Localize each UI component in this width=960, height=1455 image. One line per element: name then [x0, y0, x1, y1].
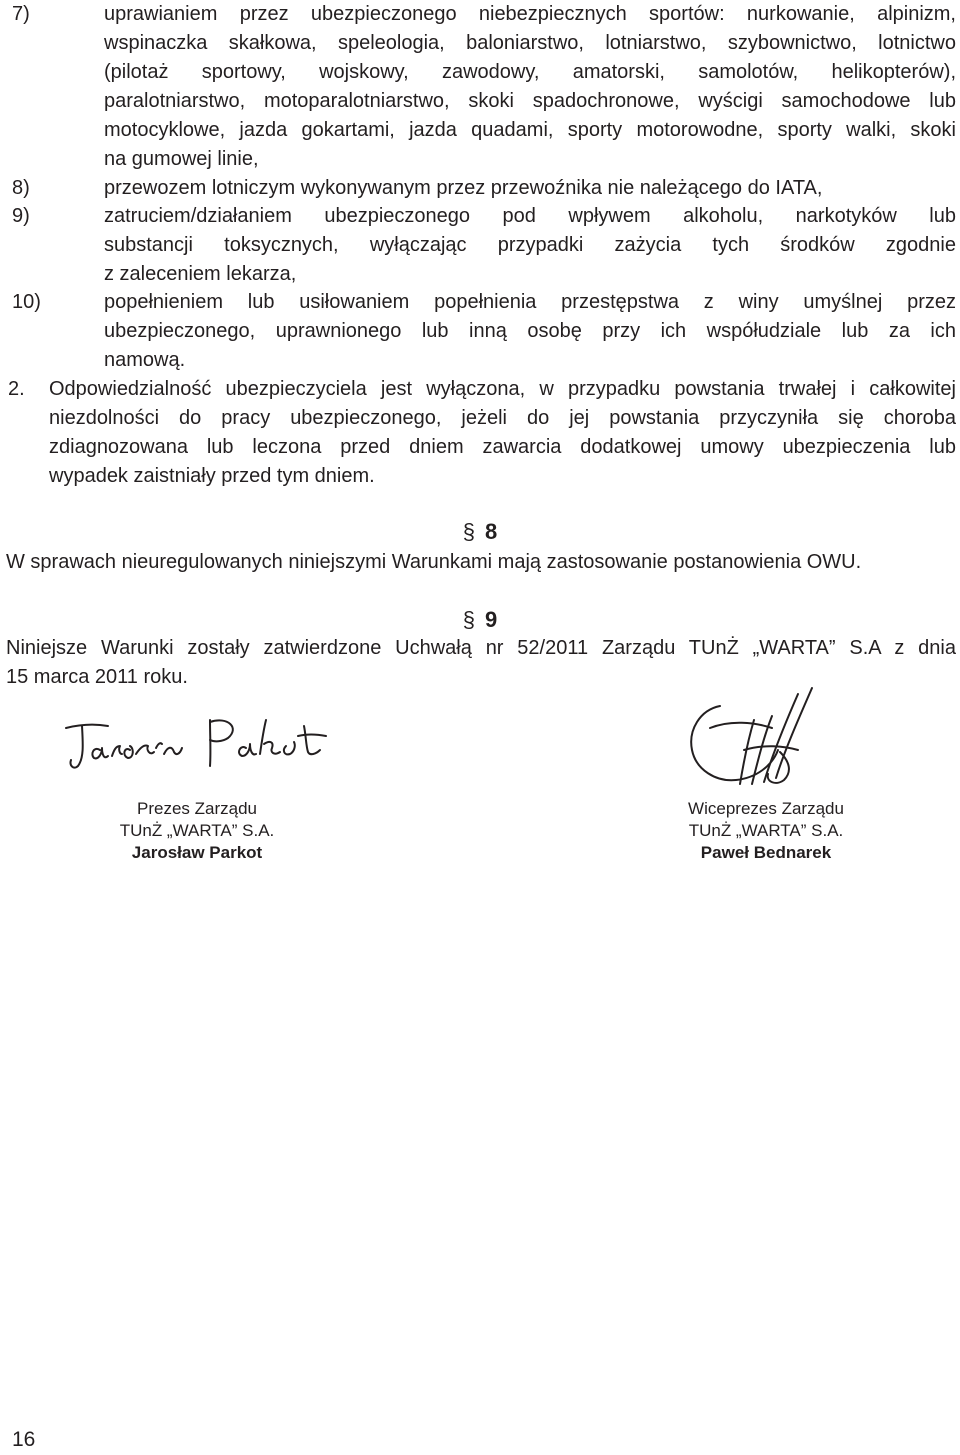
- item-line: uprawianiem przez ubezpieczonego niebezpiecznych sportów: nurkowanie, alpinizm,: [104, 3, 956, 25]
- signatory-president: [77, 798, 317, 864]
- signatory-company: TUnŻ „WARTA” S.A.: [119, 821, 275, 840]
- item-line: z zaleceniem lekarza,: [104, 263, 297, 285]
- signatory-name: Jarosław Parkot: [131, 843, 263, 862]
- item-text: [104, 0, 956, 174]
- item-text: [104, 202, 956, 289]
- section-line: Niniejsze Warunki zostały zatwierdzone Uchwałą nr 52/2011 Zarządu TUnŻ „WARTA” S.A z dnia: [6, 637, 956, 659]
- paragraph-line: Odpowiedzialność ubezpieczyciela jest wyłączona, w przypadku powstania trwałej i całkowitej: [49, 378, 956, 400]
- item-number: 10): [12, 291, 41, 313]
- page-number: 16: [12, 1428, 36, 1451]
- section-9-heading: [0, 605, 960, 635]
- paragraph-2-text: [49, 375, 956, 491]
- signatory-name: Paweł Bednarek: [700, 843, 832, 862]
- item-number: 7): [12, 3, 30, 25]
- item-line: paralotniarstwo, motoparalotniarstwo, skoki spadochronowe, wyścigi samochodowe lub: [104, 90, 956, 112]
- item-number: 9): [12, 205, 30, 227]
- signature-vice-president: [680, 680, 830, 795]
- item-line: motocyklowe, jazda gokartami, jazda quadami, sporty motorowodne, sporty walki, skoki: [104, 119, 956, 141]
- paragraph-line: zdiagnozowana lub leczona przed dniem zawarcia dodatkowej umowy ubezpieczenia lub: [49, 436, 956, 458]
- item-text: [104, 174, 956, 203]
- section-sign: §: [462, 607, 475, 632]
- section-8-text: [6, 548, 956, 577]
- item-line: popełnieniem lub usiłowaniem popełnienia przestępstwa z winy umyślnej przez: [104, 291, 956, 313]
- section-8-heading: [0, 517, 960, 547]
- item-line: ubezpieczonego, uprawnionego lub inną osobę przy ich współudziale lub za ich: [104, 320, 956, 342]
- paragraph-line: wypadek zaistniały przed tym dniem.: [49, 465, 375, 487]
- item-line: substancji toksycznych, wyłączając przypadki zażycia tych środków zgodnie: [104, 234, 956, 256]
- section-sign: §: [462, 519, 475, 544]
- item-line: (pilotaż sportowy, wojskowy, zawodowy, amatorski, samolotów, helikopterów),: [104, 61, 956, 83]
- paragraph-line: niezdolności do pracy ubezpieczonego, jeżeli do jej powstania przyczyniła się choroba: [49, 407, 956, 429]
- section-line: W sprawach nieuregulowanych niniejszymi Warunkami mają zastosowanie postanowienia OWU.: [6, 551, 862, 573]
- item-line: przewozem lotniczym wykonywanym przez przewoźnika nie należącego do IATA,: [104, 177, 823, 199]
- section-number: 9: [485, 607, 498, 632]
- signature-president: [60, 710, 330, 780]
- section-line: 15 marca 2011 roku.: [6, 666, 188, 688]
- item-number: 8): [12, 177, 30, 199]
- signatory-title: Wiceprezes Zarządu: [688, 799, 844, 818]
- signatory-company: TUnŻ „WARTA” S.A.: [688, 821, 844, 840]
- signatory-title: Prezes Zarządu: [137, 799, 257, 818]
- item-line: namową.: [104, 349, 186, 371]
- signatory-vice-president: [646, 798, 886, 864]
- item-line: zatruciem/działaniem ubezpieczonego pod wpływem alkoholu, narkotyków lub: [104, 205, 956, 227]
- section-number: 8: [485, 519, 498, 544]
- item-line: na gumowej linie,: [104, 148, 259, 170]
- item-line: wspinaczka skałkowa, speleologia, baloniarstwo, lotniarstwo, szybownictwo, lotnictwo: [104, 32, 956, 54]
- item-text: [104, 288, 956, 375]
- paragraph-number: 2.: [8, 378, 25, 400]
